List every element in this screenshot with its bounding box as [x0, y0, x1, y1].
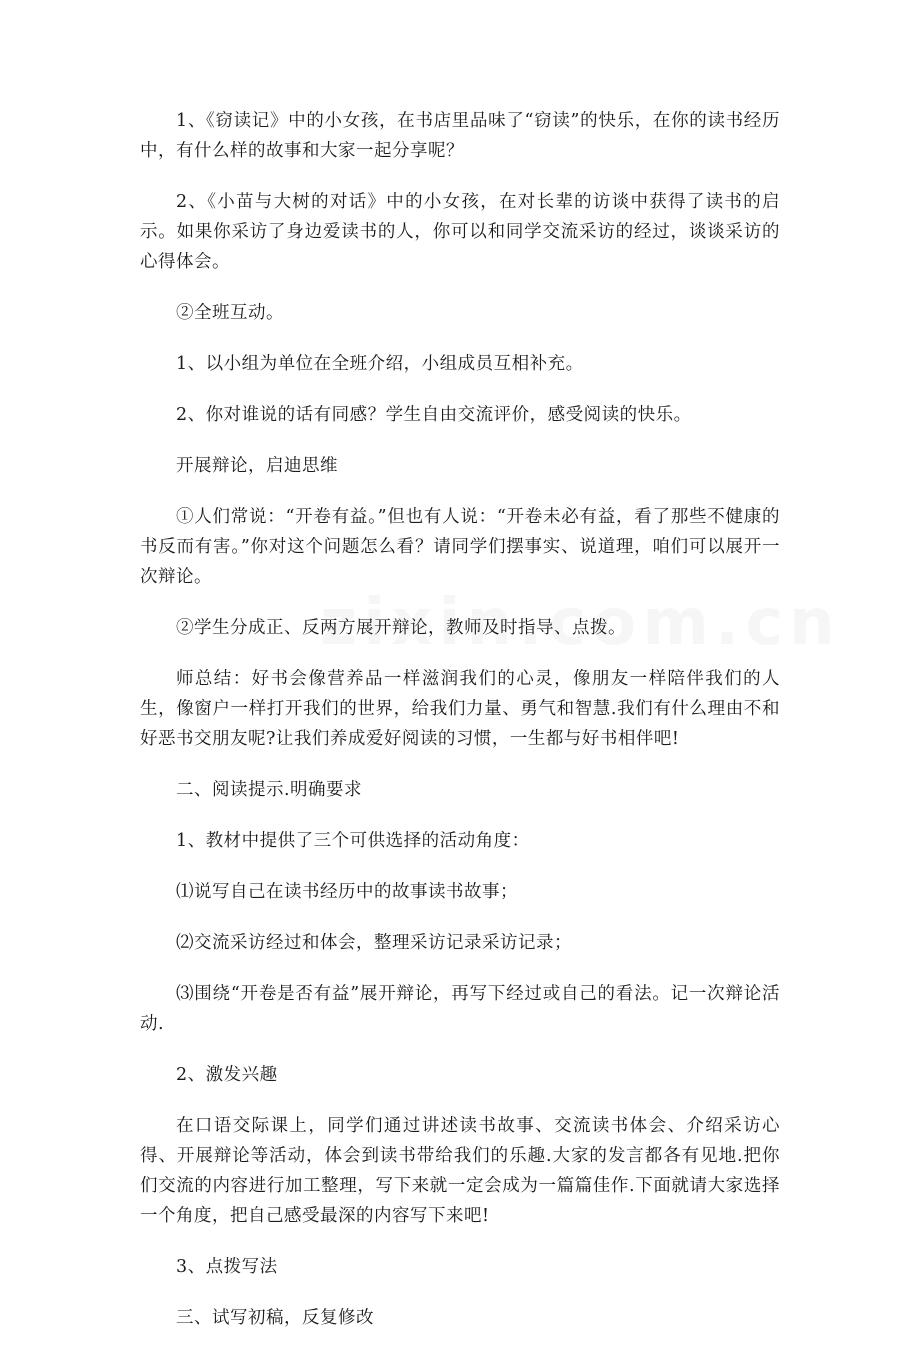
section-heading: 2、激发兴趣	[176, 1065, 278, 1085]
paragraph: 师总结：好书会像营养品一样滋润我们的心灵，像朋友一样陪伴我们的人生，像窗户一样打开我们的世界，给我们力量、勇气和智慧.我们有什么理由不和好恶书交朋友呢?让我们养成爱好阅读的习惯，一生都与好书相伴吧!	[140, 669, 780, 749]
paragraph: 1、教材中提供了三个可供选择的活动角度：	[176, 831, 530, 851]
paragraph: ①人们常说：“开卷有益。”但也有人说：“开卷未必有益，看了那些不健康的书反而有害。”你对这个问题怎么看？请同学们摆事实、说道理，咱们可以展开一次辩论。	[140, 507, 780, 587]
paragraph: ②全班互动。	[176, 303, 284, 323]
paragraph: 1、《窃读记》中的小女孩，在书店里品味了“窃读”的快乐，在你的读书经历中，有什么样的故事和大家一起分享呢？	[140, 111, 780, 161]
section-heading: 开展辩论，启迪思维	[176, 456, 338, 476]
list-item: ⑵交流采访经过和体会，整理采访记录采访记录；	[176, 933, 572, 953]
paragraph: 2、《小苗与大树的对话》中的小女孩，在对长辈的访谈中获得了读书的启示。如果你采访了身边爱读书的人，你可以和同学交流采访的经过，谈谈采访的心得体会。	[140, 192, 780, 272]
paragraph: 2、你对谁说的话有同感？学生自由交流评价，感受阅读的快乐。	[176, 405, 692, 425]
document-body	[140, 106, 780, 1354]
list-item: ⑴说写自己在读书经历中的故事读书故事；	[176, 882, 518, 902]
section-heading: 二、阅读提示.明确要求	[176, 780, 363, 800]
section-heading: 三、试写初稿，反复修改	[176, 1308, 374, 1328]
paragraph: 在口语交际课上，同学们通过讲述读书故事、交流读书体会、介绍采访心得、开展辩论等活动，体会到读书带给我们的乐趣.大家的发言都各有见地.把你们交流的内容进行加工整理，写下来就一定会成为一篇篇佳作.下面就请大家选择一个角度，把自己感受最深的内容写下来吧!	[140, 1116, 780, 1226]
paragraph: 1、以小组为单位在全班介绍，小组成员互相补充。	[176, 354, 584, 374]
list-item: ⑶围绕“开卷是否有益”展开辩论，再写下经过或自己的看法。记一次辩论活动.	[140, 984, 780, 1034]
paragraph: ②学生分成正、反两方展开辩论，教师及时指导、点拨。	[176, 618, 626, 638]
section-heading: 3、点拨写法	[176, 1257, 278, 1277]
